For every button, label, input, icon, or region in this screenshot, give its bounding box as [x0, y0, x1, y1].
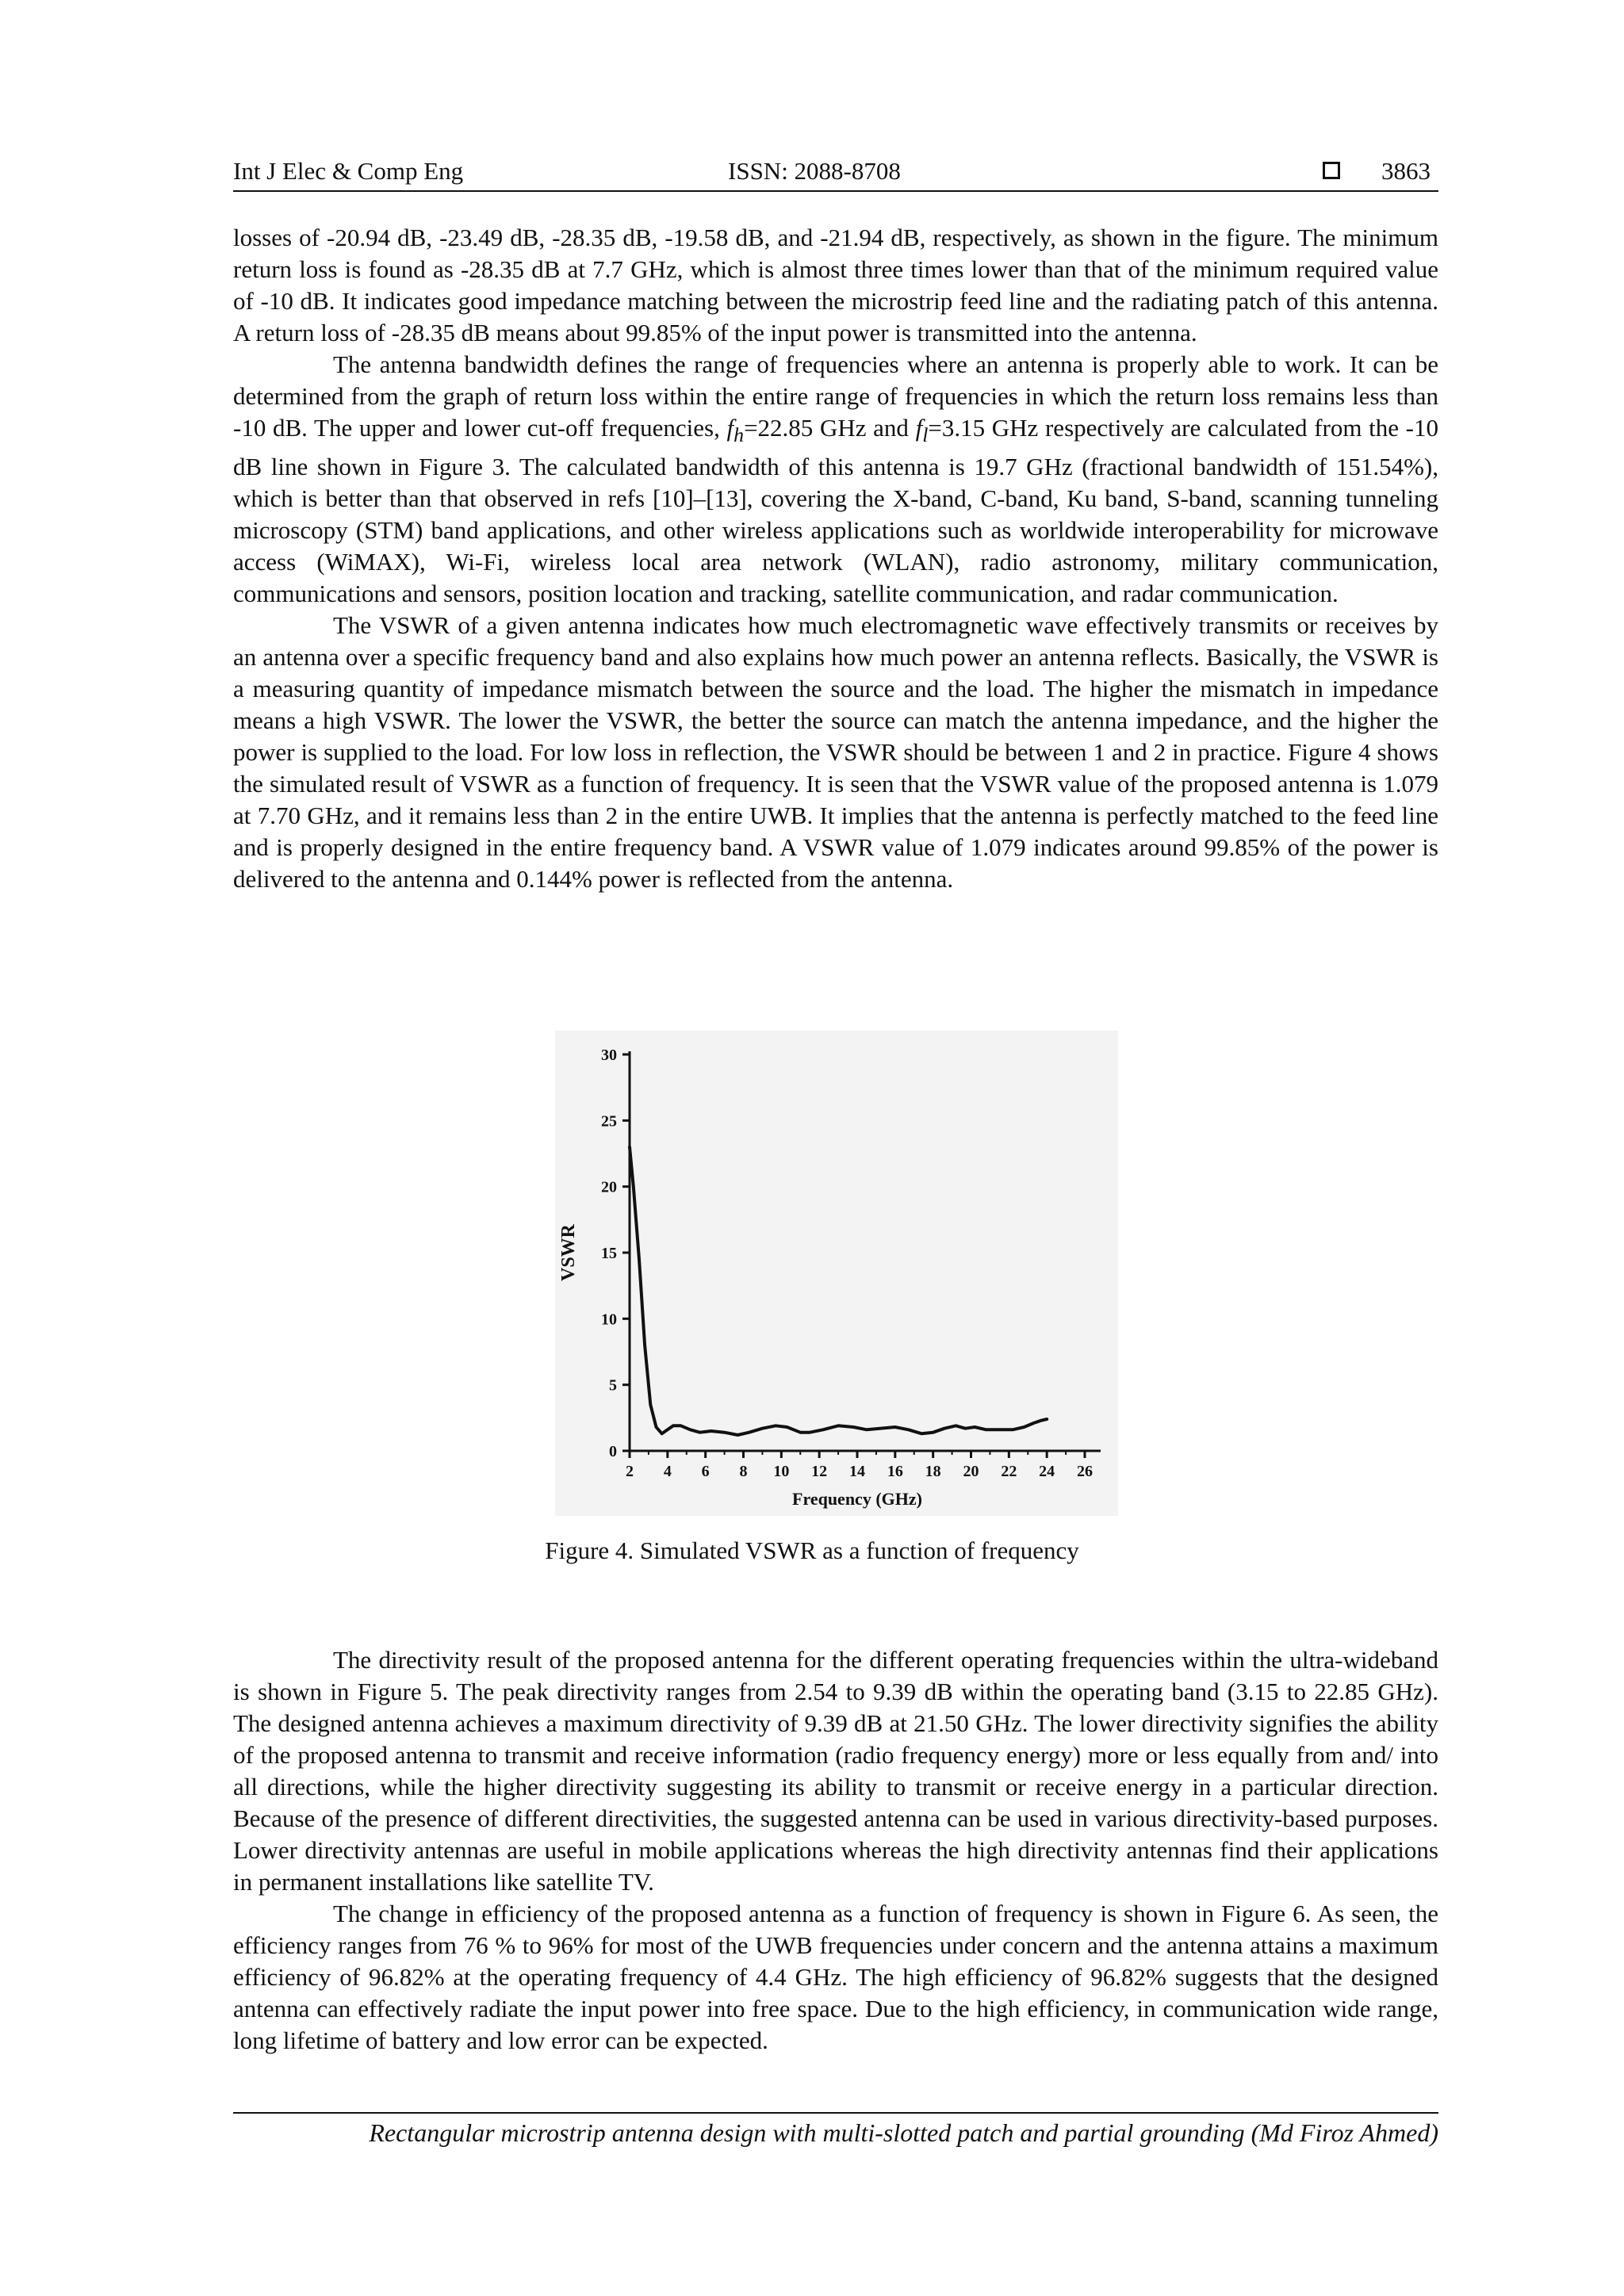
x-tick-label-6: 6 [701, 1463, 710, 1480]
x-tick-label-22: 22 [1001, 1463, 1017, 1480]
y-tick-label-10: 10 [601, 1311, 617, 1329]
page-number: 3863 [1381, 157, 1431, 185]
y-tick-label-0: 0 [609, 1443, 617, 1460]
paragraph-5: The change in efficiency of the proposed antenna as a function of frequency is shown in Figure 6. As seen, the efficiency ranges from 76 % to 96% for most of the UWB frequencies under concern and the antenna attains a maximum efficiency of 96.82% at the operating frequency of 4.4 GHz. The high efficiency of 96.82% suggests that the designed antenna can effectively radiate the input power into free space. Due to the high efficiency, in communication wide range, long lifetime of battery and low error can be expected. [233, 1900, 1438, 2054]
header-rule [233, 190, 1438, 192]
x-axis-title: Frequency (GHz) [792, 1489, 922, 1509]
x-tick-label-4: 4 [663, 1463, 672, 1480]
paragraph-4: The directivity result of the proposed antenna for the different operating frequencies within the ultra-wideband is shown in Figure 5. The peak directivity ranges from 2.54 to 9.39 dB within the operating band (3.15 to 22.85 GHz). The designed antenna achieves a maximum directivity of 9.39 dB at 21.50 GHz. The lower directivity signifies the ability of the proposed antenna to transmit and receive information (radio frequency energy) more or less equally from and/ into all directions, while the higher directivity suggesting its ability to transmit or receive energy in a particular direction. Because of the presence of different directivities, the suggested antenna can be used in various directivity-based purposes. Lower directivity antennas are useful in mobile applications whereas the high directivity antennas find their applications in permanent installations like satellite TV. [233, 1646, 1438, 1896]
header-square-icon [1323, 162, 1340, 179]
x-tick-label-8: 8 [739, 1463, 748, 1480]
y-axis-title: VSWR [558, 1223, 579, 1282]
y-tick-label-20: 20 [601, 1178, 617, 1196]
header-journal: Int J Elec & Comp Eng [233, 157, 464, 185]
y-tick-label-30: 30 [601, 1047, 617, 1064]
x-tick-label-24: 24 [1039, 1463, 1055, 1480]
x-tick-label-26: 26 [1077, 1463, 1093, 1480]
text-block-upper [233, 222, 1438, 895]
x-tick-label-12: 12 [811, 1463, 828, 1480]
x-tick-label-2: 2 [626, 1463, 634, 1480]
paragraph-3: The VSWR of a given antenna indicates how much electromagnetic wave effectively transmits or receives by an antenna over a specific frequency band and also explains how much power an antenna reflects. Basically, the VSWR is a measuring quantity of impedance mismatch between the source and the load. The higher the mismatch in impedance means a high VSWR. The lower the VSWR, the better the source can match the antenna impedance, and the higher the power is supplied to the load. For low loss in reflection, the VSWR should be between 1 and 2 in practice. Figure 4 shows the simulated result of VSWR as a function of frequency. It is seen that the VSWR value of the proposed antenna is 1.079 at 7.70 GHz, and it remains less than 2 in the entire UWB. It implies that the antenna is perfectly matched to the feed line and is properly designed in the entire frequency band. A VSWR value of 1.079 indicates around 99.85% of the power is delivered to the antenna and 0.144% power is reflected from the antenna. [233, 611, 1438, 894]
header-issn: ISSN: 2088-8708 [728, 157, 901, 185]
vswr-chart [555, 1031, 1118, 1516]
running-footer: Rectangular microstrip antenna design with multi-slotted patch and partial grounding (Md Firoz Ahmed) [369, 2118, 1438, 2147]
paragraph-2: The antenna bandwidth defines the range of frequencies where an antenna is properly able to work. It can be determined from the graph of return loss within the entire range of frequencies in which the return loss remains less than -10 dB. The upper and lower cut-off frequencies, $f_h=22.85$ GHz and $f_l=3.15$ GHz respectively are calculated from the -10 dB line shown in Figure 3. The calculated bandwidth of this antenna is 19.7 GHz (fractional bandwidth of 151.54%), which is better than that observed in refs [10]–[13], covering the X-band, C-band, Ku band, S-band, scanning tunneling microscopy (STM) band applications, and other wireless applications such as worldwide interoperability for microwave access (WiMAX), Wi-Fi, wireless local area network (WLAN), radio astronomy, military communication, communications and sensors, position location and tracking, satellite communication, and radar communication. [233, 350, 1438, 608]
footer-rule [233, 2112, 1438, 2114]
x-tick-label-14: 14 [849, 1463, 865, 1480]
x-tick-label-20: 20 [963, 1463, 979, 1480]
text-block-lower [233, 1644, 1438, 2057]
paragraph-1: losses of -20.94 dB, -23.49 dB, -28.35 dB, -19.58 dB, and -21.94 dB, respectively, as shown in the figure. The minimum return loss is found as -28.35 dB at 7.7 GHz, which is almost three times lower than that of the minimum required value of -10 dB. It indicates good impedance matching between the microstrip feed line and the radiating patch of this antenna. A return loss of -28.35 dB means about 99.85% of the input power is transmitted into the antenna. [233, 224, 1438, 346]
x-tick-label-10: 10 [773, 1463, 790, 1480]
vswr-figure [555, 1031, 1118, 1516]
y-tick-label-15: 15 [601, 1245, 617, 1262]
y-tick-label-25: 25 [601, 1112, 617, 1131]
y-tick-label-5: 5 [609, 1376, 617, 1395]
x-tick-label-16: 16 [887, 1463, 903, 1480]
figure-caption: Figure 4. Simulated VSWR as a function of frequency [545, 1536, 1079, 1564]
x-tick-label-18: 18 [925, 1463, 941, 1480]
